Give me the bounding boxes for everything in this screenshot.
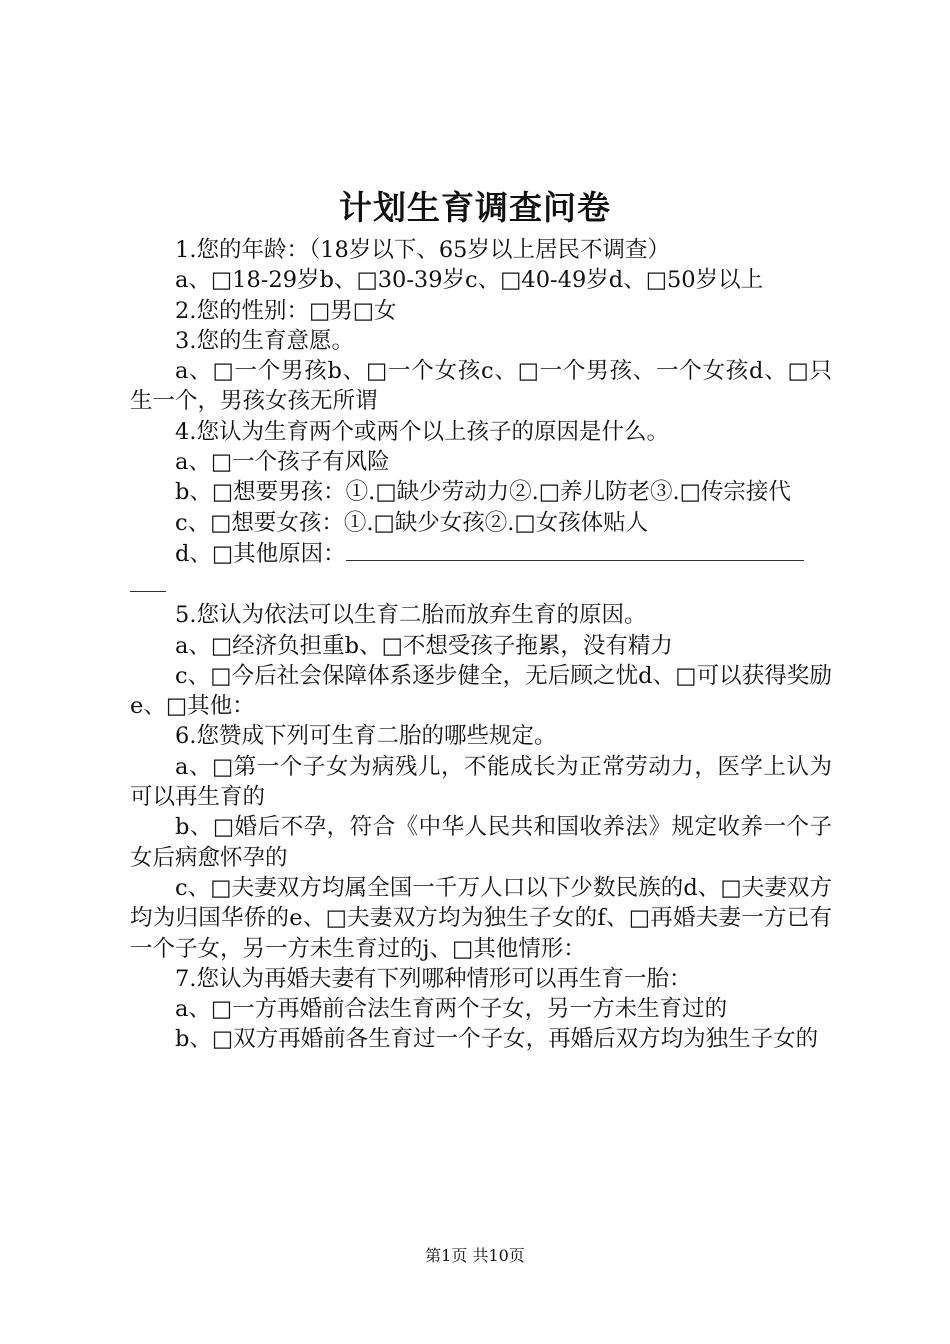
question-3-options: a、□一个男孩b、□一个女孩c、□一个男孩、一个女孩d、□只生一个，男孩女孩无所谓: [130, 358, 832, 415]
questionnaire-body: [130, 235, 832, 1055]
page-footer: 第1页 共10页: [425, 1246, 525, 1265]
question-2: 2.您的性别：□男□女: [175, 297, 397, 324]
question-3: 3.您的生育意愿。: [175, 327, 354, 354]
question-4-option-d-label: d、□其他原因：: [175, 540, 346, 567]
question-7-option-a: a、□一方再婚前合法生育两个子女，另一方未生育过的: [175, 996, 728, 1023]
question-6: 6.您赞成下列可生育二胎的哪些规定。: [175, 723, 557, 750]
question-4-option-a: a、□一个孩子有风险: [175, 449, 390, 476]
question-5: 5.您认为依法可以生育二胎而放弃生育的原因。: [175, 602, 647, 629]
page-title: 计划生育调查问卷: [339, 188, 611, 227]
answer-blank-line: [346, 538, 804, 561]
answer-blank-line-continued: [130, 569, 166, 592]
question-5-options-ab: a、□经济负担重b、□不想受孩子拖累，没有精力: [175, 632, 673, 659]
question-6-option-a: a、□第一个子女为病残儿，不能成长为正常劳动力，医学上认为可以再生育的: [130, 753, 832, 811]
question-1: 1.您的年龄：（18岁以下、65岁以上居民不调查）: [175, 237, 670, 263]
question-6-option-b: b、□婚后不孕，符合《中华人民共和国收养法》规定收养一个子女后病愈怀孕的: [130, 814, 832, 871]
question-1-options: a、□18-29岁b、□30-39岁c、□40-49岁d、□50岁以上: [175, 267, 764, 294]
question-4-option-b: b、□想要男孩：①.□缺少劳动力②.□养儿防老③.□传宗接代: [175, 479, 791, 506]
question-7-option-b: b、□双方再婚前各生育过一个子女，再婚后双方均为独生子女的: [175, 1026, 819, 1053]
question-6-options-cdefj: c、□夫妻双方均属全国一千万人口以下少数民族的d、□夫妻双方均为归国华侨的e、□夫妻双方均为独生子女的f、□再婚夫妻一方已有一个子女，另一方未生育过的j、□其他情形：: [130, 874, 832, 962]
question-4-option-d: [130, 538, 832, 569]
question-4-option-c: c、□想要女孩：①.□缺少女孩②.□女孩体贴人: [175, 509, 649, 536]
question-4: 4.您认为生育两个或两个以上孩子的原因是什么。: [175, 418, 669, 445]
question-7: 7.您认为再婚夫妻有下列哪种情形可以再生育一胎：: [175, 965, 692, 992]
question-5-options-cde: c、□今后社会保障体系逐步健全，无后顾之忧d、□可以获得奖励e、□其他：: [130, 662, 832, 720]
